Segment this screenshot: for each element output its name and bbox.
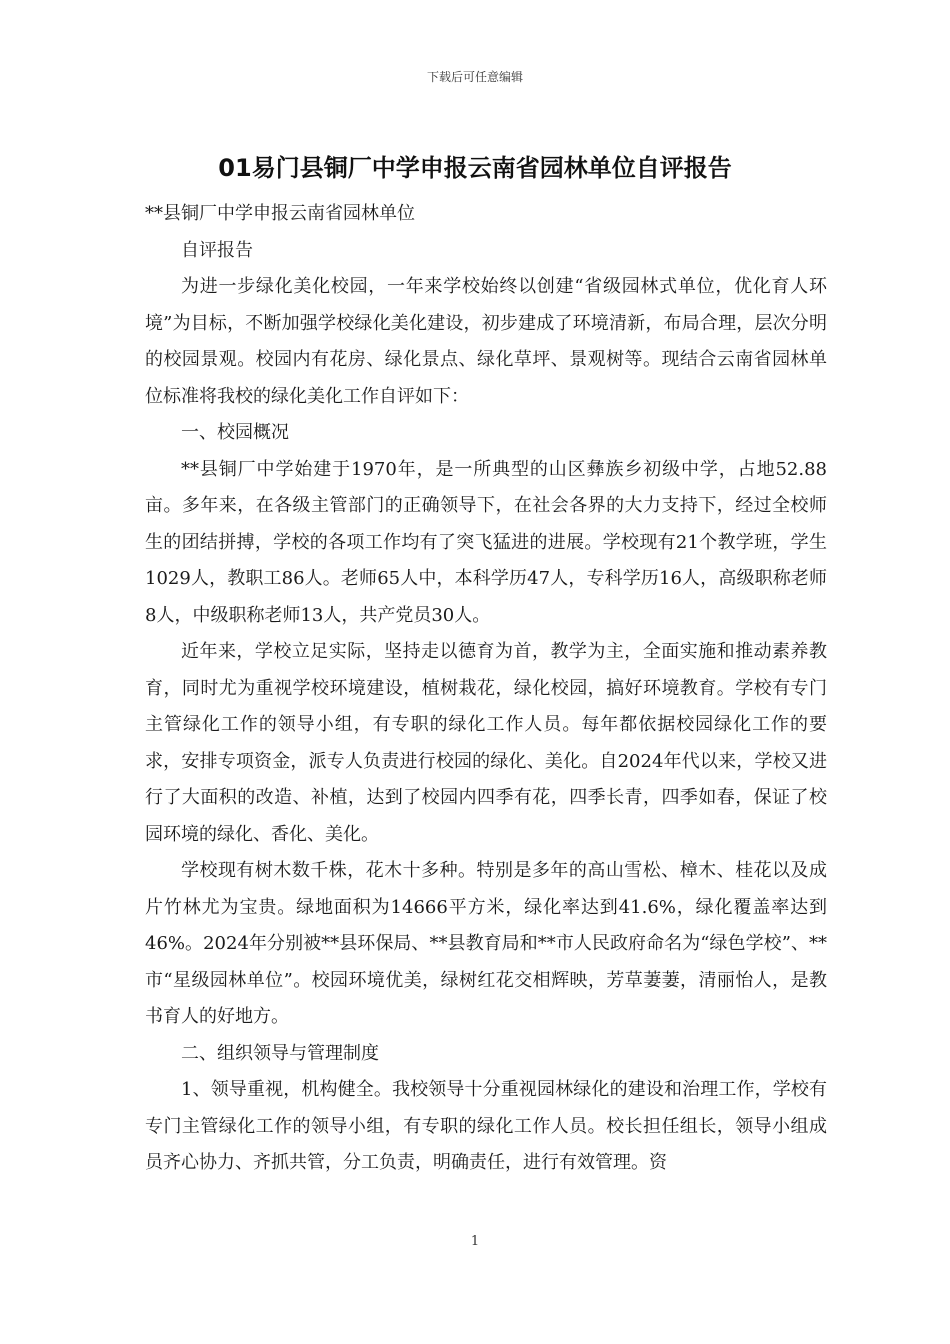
page-header-note: 下载后可任意编辑 — [426, 70, 523, 84]
paragraph-recent-years: 近年来，学校立足实际，坚持走以德育为首，教学为主，全面实施和推动素养教育，同时尤为重视学校环境建设，植树栽花，绿化校园，搞好环境教育。学校有专门主管绿化工作的领导小组，有专职的绿化工作人员。每年都依据校园绿化工作的要求，安排专项资金，派专人负责进行校园的绿化、美化。自2024年代以来，学校又进行了大面积的改造、补植，达到了校园内四季有花，四季长青，四季如春，保证了校园环境的绿化、香化、美化。 — [145, 641, 827, 845]
paragraph-leadership: 1、领导重视，机构健全。我校领导十分重视园林绿化的建设和治理工作，学校有专门主管绿化工作的领导小组，有专职的绿化工作人员。校长担任组长，领导小组成员齐心协力、齐抓共管，分工负责，明确责任，进行有效管理。资 — [145, 1079, 827, 1173]
section-heading-overview: 一、校园概况 — [181, 422, 289, 443]
paragraph-report-label: 自评报告 — [181, 239, 253, 261]
section-heading-organization: 二、组织领导与管理制度 — [181, 1042, 379, 1064]
page-number: 1 — [470, 1234, 480, 1249]
paragraph-school-history: **县铜厂中学始建于1970年，是一所典型的山区彝族乡初级中学，占地52.88亩。多年来，在各级主管部门的正确领导下，在社会各界的大力支持下，经过全校师生的团结拼搏，学校的各项工作均有了突飞猛进的进展。学校现有21个教学班，学生1029人，教职工86人。老师65人中，本科学历47人，专科学历16人，高级职称老师8人，中级职称老师13人，共产党员30人。 — [145, 458, 827, 626]
document-body — [145, 196, 827, 1182]
paragraph-trees-greening: 学校现有树木数千株，花木十多种。特别是多年的高山雪松、樟木、桂花以及成片竹林尤为宝贵。绿地面积为14666平方米，绿化率达到41.6%，绿化覆盖率达到46%。2024年分别被**县环保局、**县教育局和**市人民政府命名为“绿色学校”、**市“星级园林单位”。校园环境优美，绿树红花交相辉映，芳草萋萋，清丽怡人，是教书育人的好地方。 — [145, 860, 827, 1027]
document-title: 01易门县铜厂中学申报云南省园林单位自评报告 — [218, 154, 732, 182]
paragraph-intro: 为进一步绿化美化校园，一年来学校始终以创建“省级园林式单位，优化育人环境”为目标，不断加强学校绿化美化建设，初步建成了环境清新，布局合理，层次分明的校园景观。校园内有花房、绿化景点、绿化草坪、景观树等。现结合云南省园林单位标准将我校的绿化美化工作自评如下： — [145, 276, 827, 407]
paragraph-unit-line: **县铜厂中学申报云南省园林单位 — [145, 203, 415, 224]
